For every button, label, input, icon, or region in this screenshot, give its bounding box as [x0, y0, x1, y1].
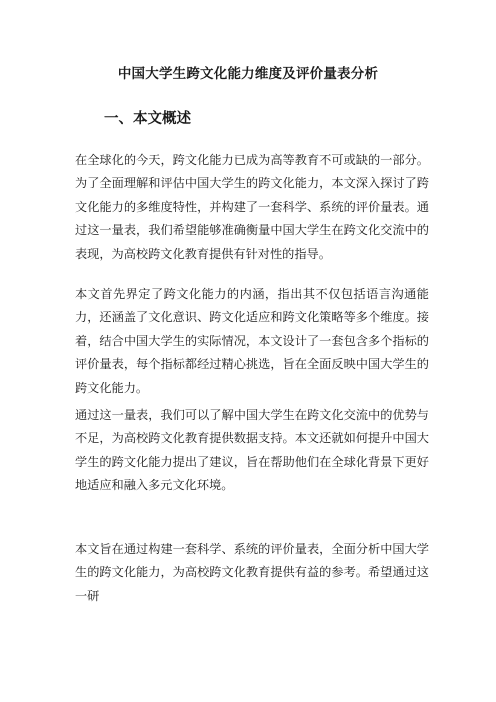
document-title: 中国大学生跨文化能力维度及评价量表分析: [117, 66, 379, 82]
section-heading: 一、本文概述: [104, 111, 191, 127]
paragraph-1: 在全球化的今天，跨文化能力已成为高等教育不可或缺的一部分。为了全面理解和评估中国大学生的跨文化能力，本文深入探讨了跨文化能力的多维度特性，并构建了一套科学、系统的评价量表。通过这一量表，我们希望能够准确衡量中国大学生在跨文化交流中的表现，为高校跨文化教育提供有针对性的指导。: [75, 153, 429, 261]
paragraph-3: 通过这一量表，我们可以了解中国大学生在跨文化交流中的优势与不足，为高校跨文化教育提供数据支持。本文还就如何提升中国大学生的跨文化能力提出了建议，旨在帮助他们在全球化背景下更好地适应和融入多元文化环境。: [75, 408, 429, 493]
paragraph-2: 本文首先界定了跨文化能力的内涵，指出其不仅包括语言沟通能力，还涵盖了文化意识、跨文化适应和跨文化策略等多个维度。接着，结合中国大学生的实际情况，本文设计了一套包含多个指标的评价量表，每个指标都经过精心挑选，旨在全面反映中国大学生的跨文化能力。: [75, 287, 429, 395]
paragraph-4: 本文旨在通过构建一套科学、系统的评价量表，全面分析中国大学生的跨文化能力，为高校跨文化教育提供有益的参考。希望通过这一研: [75, 542, 429, 603]
